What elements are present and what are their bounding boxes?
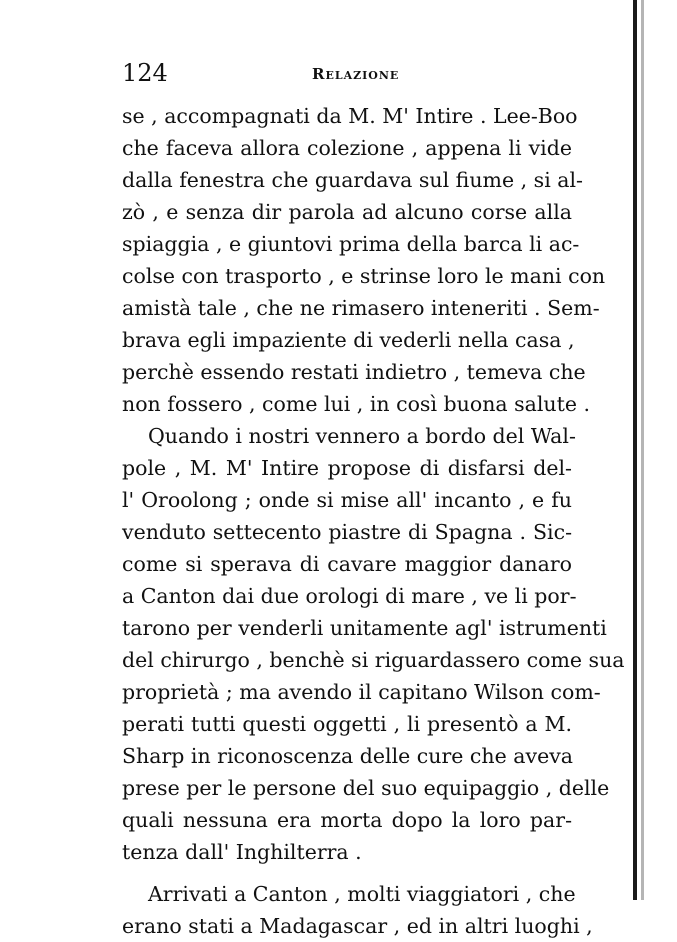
- paragraph-gap: [122, 868, 572, 878]
- text-line: quali nessuna era morta dopo la loro par-: [122, 808, 572, 832]
- paragraph-1: [122, 100, 606, 420]
- text-line: spiaggia , e giuntovi prima della barca li ac-: [122, 232, 580, 256]
- page-body: [122, 100, 625, 942]
- text-line: tenza dall' Inghilterra .: [122, 840, 362, 864]
- text-line: brava egli impaziente di vederli nella casa ,: [122, 328, 575, 352]
- text-line: che faceva allora colezione , appena li vide: [122, 136, 572, 160]
- text-line: zò , e senza dir parola ad alcuno corse alla: [122, 200, 572, 224]
- page-spine-shadow: [641, 0, 644, 900]
- text-line: proprietà ; ma avendo il capitano Wilson com-: [122, 680, 601, 704]
- text-line: l' Oroolong ; onde si mise all' incanto , e fu: [122, 488, 572, 512]
- text-line: come si sperava di cavare maggior danaro: [122, 552, 572, 576]
- page-spine-edge: [633, 0, 637, 900]
- text-line: prese per le persone del suo equipaggio , delle: [122, 776, 610, 800]
- text-line: non fossero , come lui , in così buona salute .: [122, 392, 591, 416]
- paragraph-3: [122, 878, 593, 942]
- text-line: Quando i nostri vennero a bordo del Wal-: [148, 424, 576, 448]
- text-line: a Canton dai due orologi di mare , ve li por-: [122, 584, 577, 608]
- text-line: se , accompagnati da M. M' Intire . Lee-Boo: [122, 104, 578, 128]
- page-header: [122, 58, 572, 88]
- text-line: erano stati a Madagascar , ed in altri luoghi ,: [122, 914, 593, 938]
- text-line: Arrivati a Canton , molti viaggiatori , che: [148, 882, 576, 906]
- text-line: amistà tale , che ne rimasero inteneriti . Sem-: [122, 296, 600, 320]
- text-line: tarono per venderli unitamente agl' istrumenti: [122, 616, 607, 640]
- text-line: pole , M. M' Intire propose di disfarsi del-: [122, 456, 572, 480]
- page-number: 124: [122, 59, 168, 87]
- text-line: perchè essendo restati indietro , temeva che: [122, 360, 586, 384]
- text-line: perati tutti questi oggetti , li presentò a M.: [122, 712, 572, 736]
- text-line: venduto settecento piastre di Spagna . Sic-: [122, 520, 572, 544]
- running-title: Relazione: [312, 65, 400, 83]
- text-line: colse con trasporto , e strinse loro le mani con: [122, 264, 606, 288]
- text-line: Sharp in riconoscenza delle cure che aveva: [122, 744, 573, 768]
- paragraph-2: [122, 420, 625, 868]
- text-line: dalla fenestra che guardava sul fiume , si al-: [122, 168, 583, 192]
- text-line: del chirurgo , benchè si riguardassero come sua: [122, 648, 625, 672]
